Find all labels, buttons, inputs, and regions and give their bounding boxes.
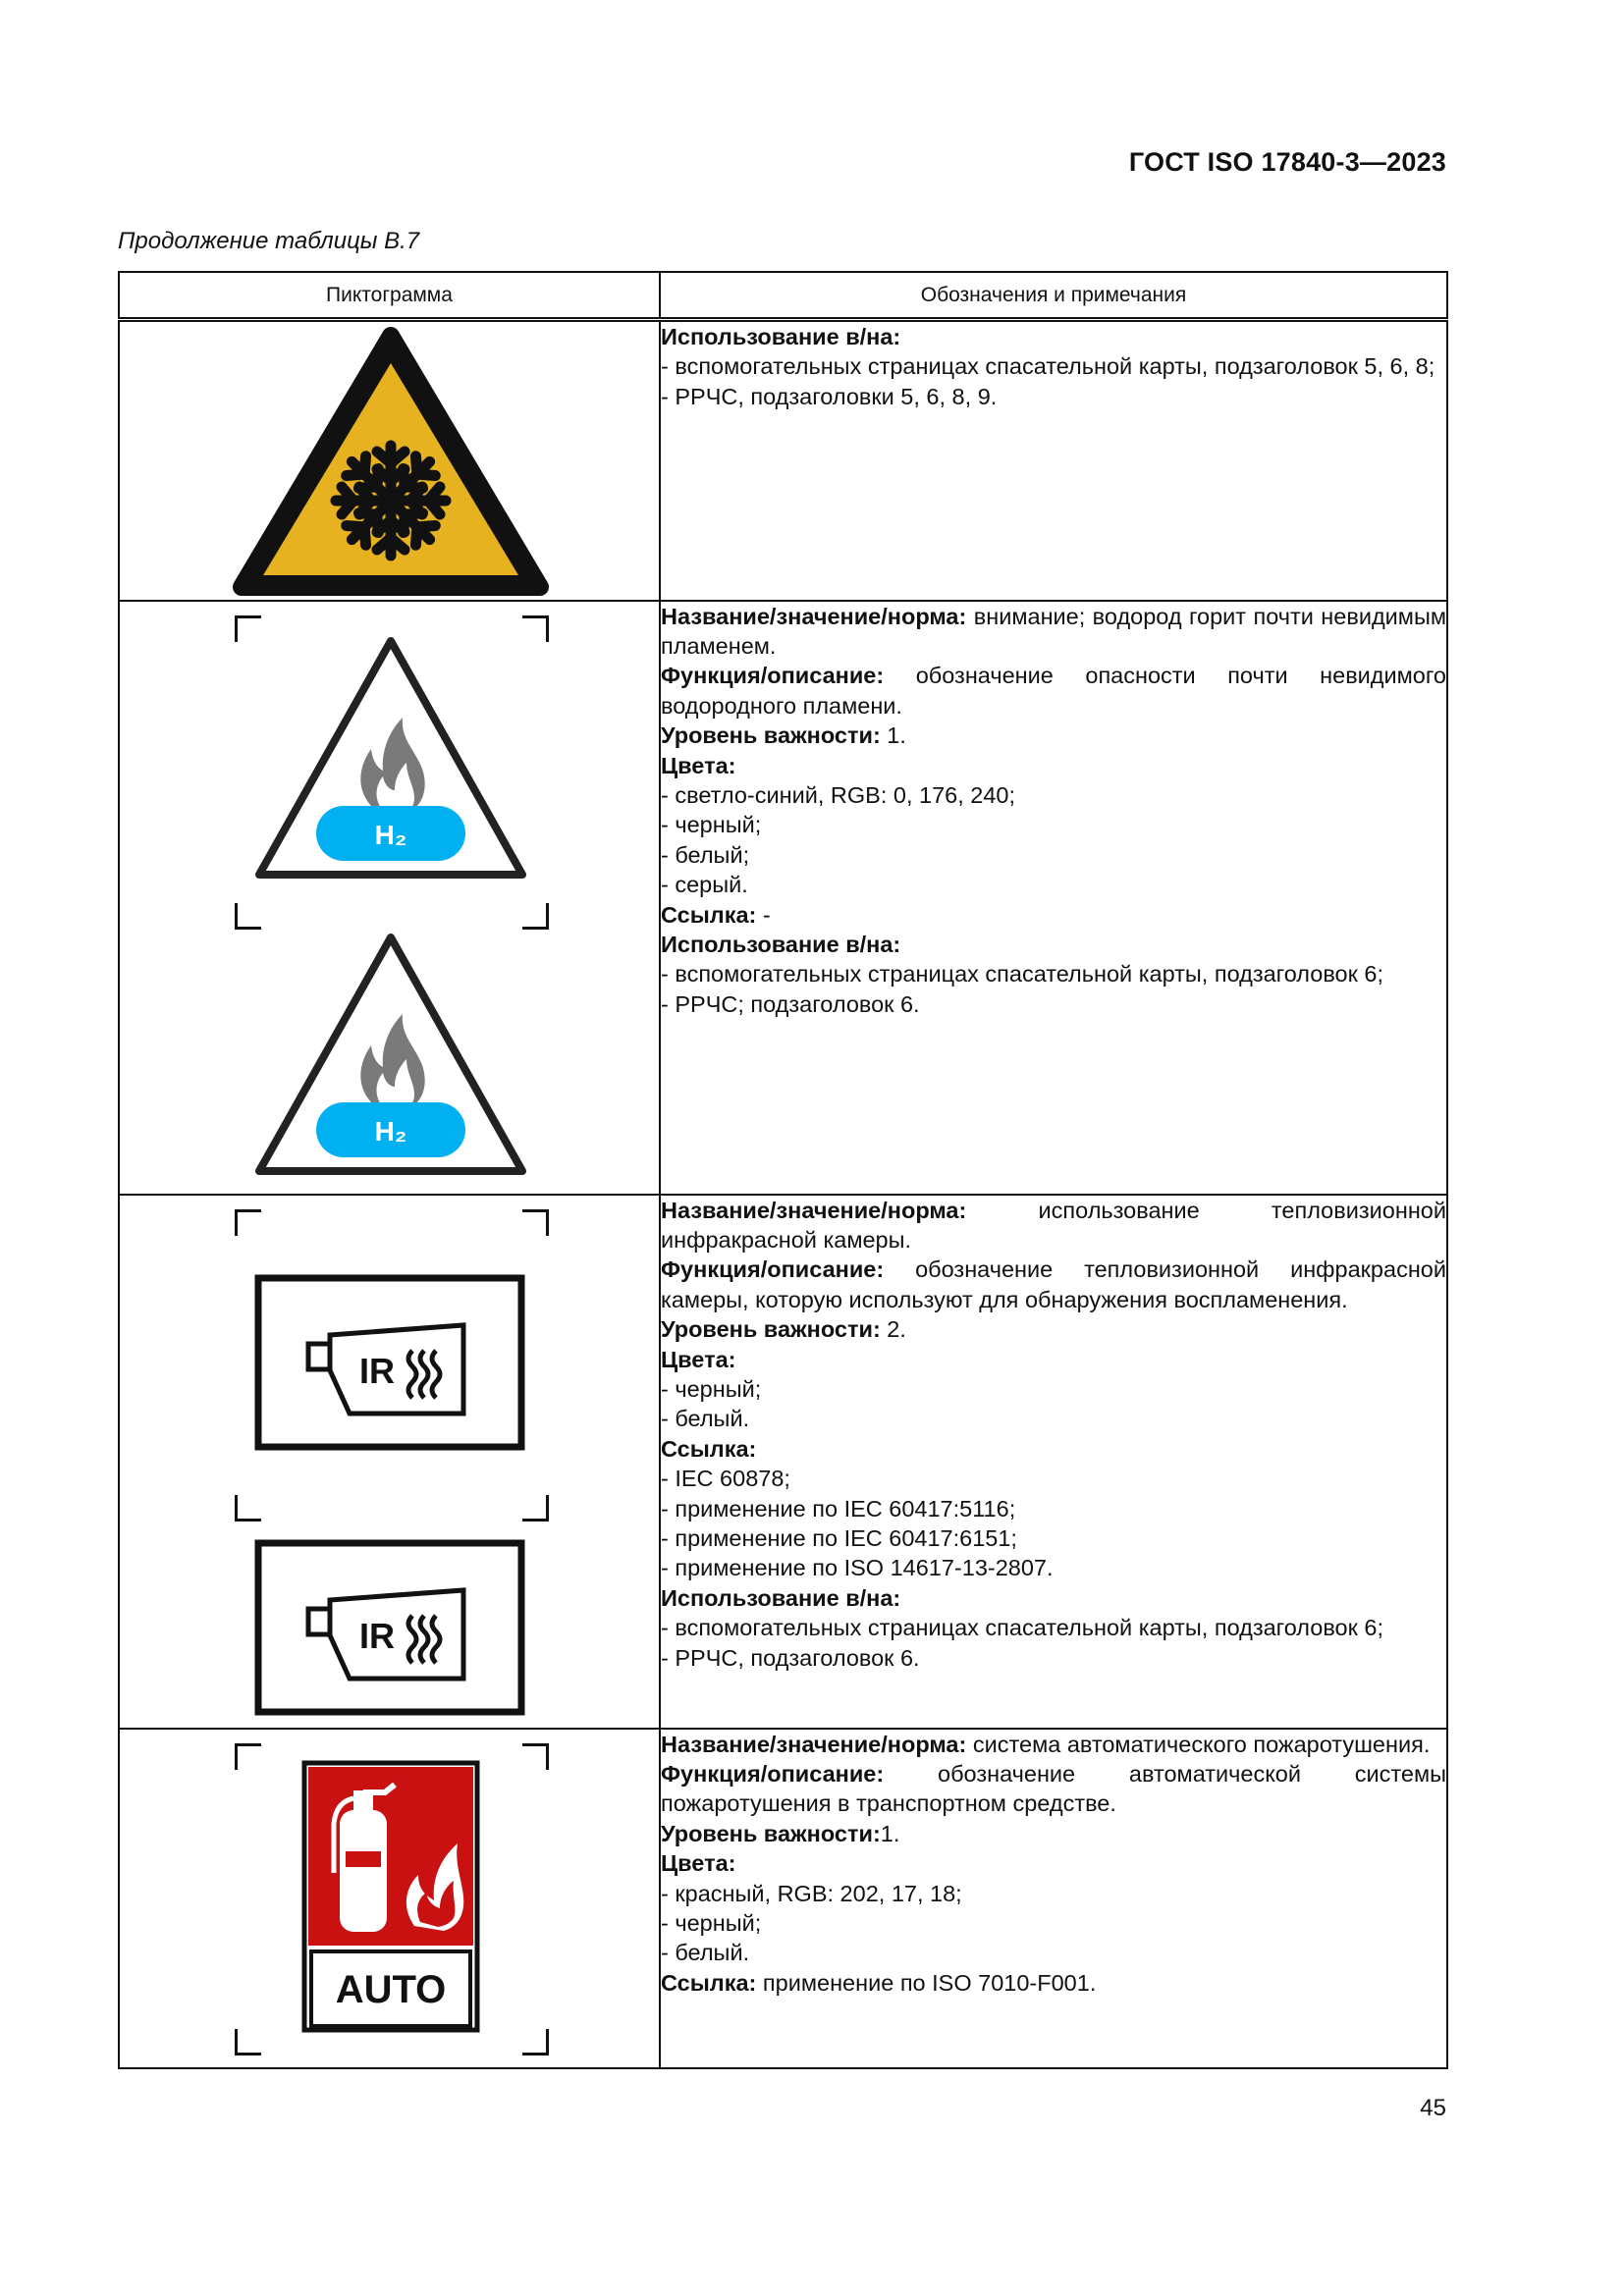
note-text: - РРЧС, подзаголовки 5, 6, 8, 9. — [661, 383, 998, 409]
page-number: 45 — [1420, 2095, 1446, 2121]
note-text: - применение по IEC 60417:6151; — [661, 1524, 1017, 1551]
note-label: Цвета: — [661, 752, 736, 778]
pictogram-cell — [119, 320, 660, 601]
note-line — [661, 870, 1446, 899]
note-text: - вспомогательных страницах спасательной карты, подзаголовок 5, 6, 8; — [661, 353, 1435, 380]
note-label: Использование в/на: — [661, 324, 901, 349]
notes-cell — [660, 320, 1447, 601]
column-header-pictogram: Пиктограмма — [119, 272, 660, 320]
note-label: Название/значение/норма: — [661, 1731, 967, 1757]
hydrogen-label: H₂ — [374, 1115, 407, 1147]
pictogram-cell — [119, 1195, 660, 1729]
note-text: - РРЧС, подзаголовок 6. — [661, 1644, 920, 1671]
note-label: Функция/описание: — [661, 1760, 885, 1787]
note-text: - вспомогательных страницах спасательной карты, подзаголовок 6; — [661, 961, 1384, 988]
note-text: 1. — [880, 722, 906, 749]
note-text: применение по ISO 7010-F001. — [756, 1969, 1097, 1996]
note-label: Ссылка: — [661, 1435, 757, 1462]
ir-label: IR — [359, 1350, 395, 1391]
note-line — [661, 661, 1446, 721]
note-line — [661, 1196, 1446, 1255]
notes-cell — [660, 1195, 1447, 1729]
note-text: 1. — [880, 1820, 900, 1846]
note-text: - черный; — [661, 1909, 762, 1936]
note-label: Название/значение/норма: — [661, 1197, 967, 1223]
table-row — [119, 320, 1447, 601]
note-label: Уровень важности: — [661, 1316, 881, 1343]
note-line — [661, 1938, 1446, 1967]
note-text: обозначение опасности почти невидимого водородного пламени. — [661, 663, 1446, 719]
note-text: использование тепловизионной инфракрасной камеры. — [661, 1197, 1446, 1253]
hydrogen-flame-icon — [120, 602, 661, 1196]
note-line — [661, 1255, 1446, 1314]
notes-cell — [660, 1729, 1447, 2068]
note-label: Уровень важности: — [661, 722, 881, 749]
note-line — [661, 721, 1446, 750]
note-text: - белый. — [661, 1940, 750, 1966]
ir-label: IR — [359, 1615, 395, 1656]
note-line — [661, 1908, 1446, 1938]
pictogram-cell — [119, 601, 660, 1195]
note-text: - черный; — [661, 812, 762, 838]
note-label: Ссылка: — [661, 1969, 757, 1996]
note-text: система автоматического пожаротушения. — [966, 1731, 1431, 1757]
note-text: обозначение автоматической системы пожаротушения в транспортном средстве. — [661, 1760, 1446, 1817]
note-text: - применение по ISO 14617-13-2807. — [661, 1555, 1054, 1581]
note-text: 2. — [880, 1316, 906, 1343]
note-line — [661, 900, 1446, 930]
note-line — [661, 930, 1446, 959]
note-line — [661, 810, 1446, 839]
table-caption: Продолжение таблицы В.7 — [118, 228, 420, 254]
note-line — [661, 1494, 1446, 1523]
note-line — [661, 1553, 1446, 1582]
note-line — [661, 1374, 1446, 1404]
note-line — [661, 1345, 1446, 1374]
snowflake-warning-icon — [120, 322, 661, 603]
note-label: Ссылка: — [661, 901, 757, 928]
table-row — [119, 601, 1447, 1195]
note-line — [661, 1879, 1446, 1908]
note-line — [661, 1819, 1446, 1848]
note-line — [661, 1968, 1446, 1998]
infrared-camera-icon — [120, 1196, 661, 1730]
note-line — [661, 322, 1446, 351]
hydrogen-label: H₂ — [374, 819, 407, 850]
note-text: - белый; — [661, 841, 750, 868]
note-text: - белый. — [661, 1406, 750, 1432]
note-label: Функция/описание: — [661, 1256, 885, 1283]
note-text: - красный, RGB: 202, 17, 18; — [661, 1880, 962, 1906]
note-label: Цвета: — [661, 1346, 736, 1372]
note-label: Использование в/на: — [661, 931, 901, 957]
note-line — [661, 840, 1446, 870]
document-code: ГОСТ ISO 17840-3—2023 — [1128, 147, 1446, 177]
note-line — [661, 780, 1446, 810]
note-text: - РРЧС; подзаголовок 6. — [661, 990, 920, 1017]
note-line — [661, 1759, 1446, 1819]
note-line — [661, 1434, 1446, 1464]
note-line — [661, 1613, 1446, 1642]
note-label: Функция/описание: — [661, 663, 885, 689]
note-text: - IEC 60878; — [661, 1466, 790, 1492]
note-label: Цвета: — [661, 1850, 736, 1877]
note-text: обозначение тепловизионной инфракрасной камеры, которую используют для обнаружения воспламенения. — [661, 1256, 1446, 1312]
note-text: - — [756, 901, 771, 928]
auto-label: AUTO — [335, 1967, 447, 2011]
table-row — [119, 1195, 1447, 1729]
fire-extinguisher-icon — [120, 1730, 661, 2069]
note-text: - светло-синий, RGB: 0, 176, 240; — [661, 781, 1016, 808]
note-text: - серый. — [661, 872, 748, 898]
symbols-table — [118, 271, 1448, 2069]
note-line — [661, 1404, 1446, 1433]
note-line — [661, 1314, 1446, 1344]
note-line — [661, 1730, 1446, 1759]
note-line — [661, 1464, 1446, 1493]
note-line — [661, 382, 1446, 411]
note-label: Название/значение/норма: — [661, 603, 967, 629]
table-row — [119, 1729, 1447, 2068]
note-text: - черный; — [661, 1375, 762, 1402]
note-line — [661, 1643, 1446, 1673]
note-label: Уровень важности: — [661, 1820, 881, 1846]
note-line — [661, 1848, 1446, 1878]
pictogram-cell — [119, 1729, 660, 2068]
column-header-notes: Обозначения и примечания — [660, 272, 1447, 320]
notes-cell — [660, 601, 1447, 1195]
note-line — [661, 351, 1446, 381]
table-header-row — [119, 272, 1447, 320]
note-text: - применение по IEC 60417:5116; — [661, 1495, 1016, 1522]
note-line — [661, 751, 1446, 780]
note-line — [661, 1523, 1446, 1553]
note-line — [661, 959, 1446, 988]
note-text: - вспомогательных страницах спасательной карты, подзаголовок 6; — [661, 1615, 1384, 1641]
note-text: внимание; водород горит почти невидимым пламенем. — [661, 603, 1446, 659]
note-line — [661, 989, 1446, 1019]
note-line — [661, 1583, 1446, 1613]
note-label: Использование в/на: — [661, 1584, 901, 1611]
note-line — [661, 602, 1446, 662]
